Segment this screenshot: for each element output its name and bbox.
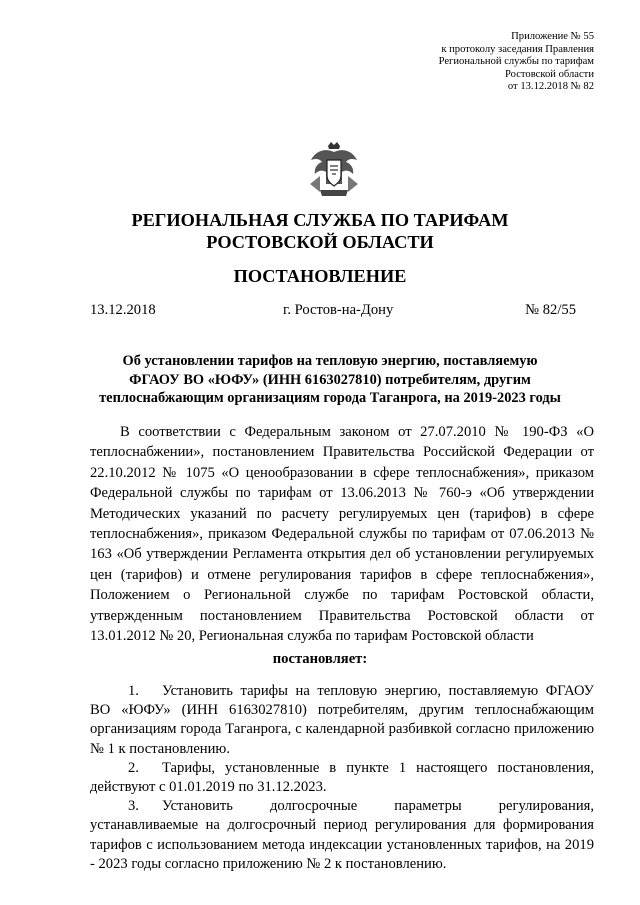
agency-name-line1: РЕГИОНАЛЬНАЯ СЛУЖБА ПО ТАРИФАМ bbox=[131, 210, 509, 230]
document-number: № 82/55 bbox=[525, 302, 576, 318]
resolution-item-3 bbox=[90, 797, 594, 874]
document-city: г. Ростов-на-Дону bbox=[283, 302, 394, 318]
appendix-line: к протоколу заседания Правления bbox=[441, 43, 594, 55]
item-text: Установить долгосрочные параметры регулирования, устанавливаемые на долгосрочный период регулирования для формирования тарифов с использованием метода индексации установленных тарифов, на 2019 - 2023 годы согласно приложению № 2 к постановлению. bbox=[90, 798, 594, 872]
agency-name bbox=[0, 209, 640, 253]
document-type: ПОСТАНОВЛЕНИЕ bbox=[233, 266, 407, 286]
appendix-note bbox=[439, 31, 594, 94]
document-date: 13.12.2018 bbox=[90, 302, 156, 318]
item-number: 3. bbox=[128, 798, 139, 815]
appendix-line: Региональной службы по тарифам bbox=[438, 56, 594, 68]
appendix-line: Ростовской области bbox=[505, 68, 594, 80]
item-text: Установить тарифы на тепловую энергию, поставляемую ФГАОУ ВО «ЮФУ» (ИНН 6163027810) потребителям, другим теплоснабжающим организациям города Таганрога, с календарной разбивкой согласно приложению № 1 к постановлению. bbox=[90, 683, 594, 757]
coat-of-arms-icon bbox=[306, 140, 362, 198]
item-number: 2. bbox=[128, 759, 139, 776]
resolution-items bbox=[90, 682, 594, 874]
agency-name-line2: РОСТОВСКОЙ ОБЛАСТИ bbox=[206, 232, 434, 252]
title-line1: Об установлении тарифов на тепловую энергию, поставляемую bbox=[122, 353, 538, 369]
title-line2: ФГАОУ ВО «ЮФУ» (ИНН 6163027810) потребителям, другим bbox=[129, 371, 531, 388]
item-text: Тарифы, установленные в пункте 1 настоящего постановления, действуют с 01.01.2019 по 31.12.2023. bbox=[90, 759, 594, 796]
preamble-paragraph: В соответствии с Федеральным законом от 27.07.2010 № 190-ФЗ «О теплоснабжении», постановлением Правительства Российской Федерации от 22.10.2012 № 1075 «О ценообразовании в сфере теплоснабжения», приказом Федеральной службы по тарифам от 13.06.2013 № 760-э «Об утверждении Методических указаний по расчету регулируемых цен (тарифов) в сфере теплоснабжения», приказом Федеральной службы по тарифам от 07.06.2013 № 163 «Об утверждении Регламента открытия дел об установлении регулируемых цен (тарифов) и отмене регулирования тарифов в сфере теплоснабжения», Положением о Региональной службе по тарифам Ростовской области, утвержденным постановлением Правительства Ростовской области от 13.01.2012 № 20, Региональная служба по тарифам Ростовской области bbox=[90, 424, 594, 645]
appendix-line: от 13.12.2018 № 82 bbox=[507, 81, 594, 93]
resolution-item-2 bbox=[90, 759, 594, 797]
resolution-item-1 bbox=[90, 682, 594, 759]
appendix-line: Приложение № 55 bbox=[511, 31, 594, 42]
title-line3: теплоснабжающим организациям города Таганрога, на 2019-2023 годы bbox=[99, 390, 561, 406]
resolves-heading: постановляет: bbox=[272, 651, 368, 667]
document-title bbox=[60, 352, 600, 408]
item-number: 1. bbox=[128, 683, 139, 699]
